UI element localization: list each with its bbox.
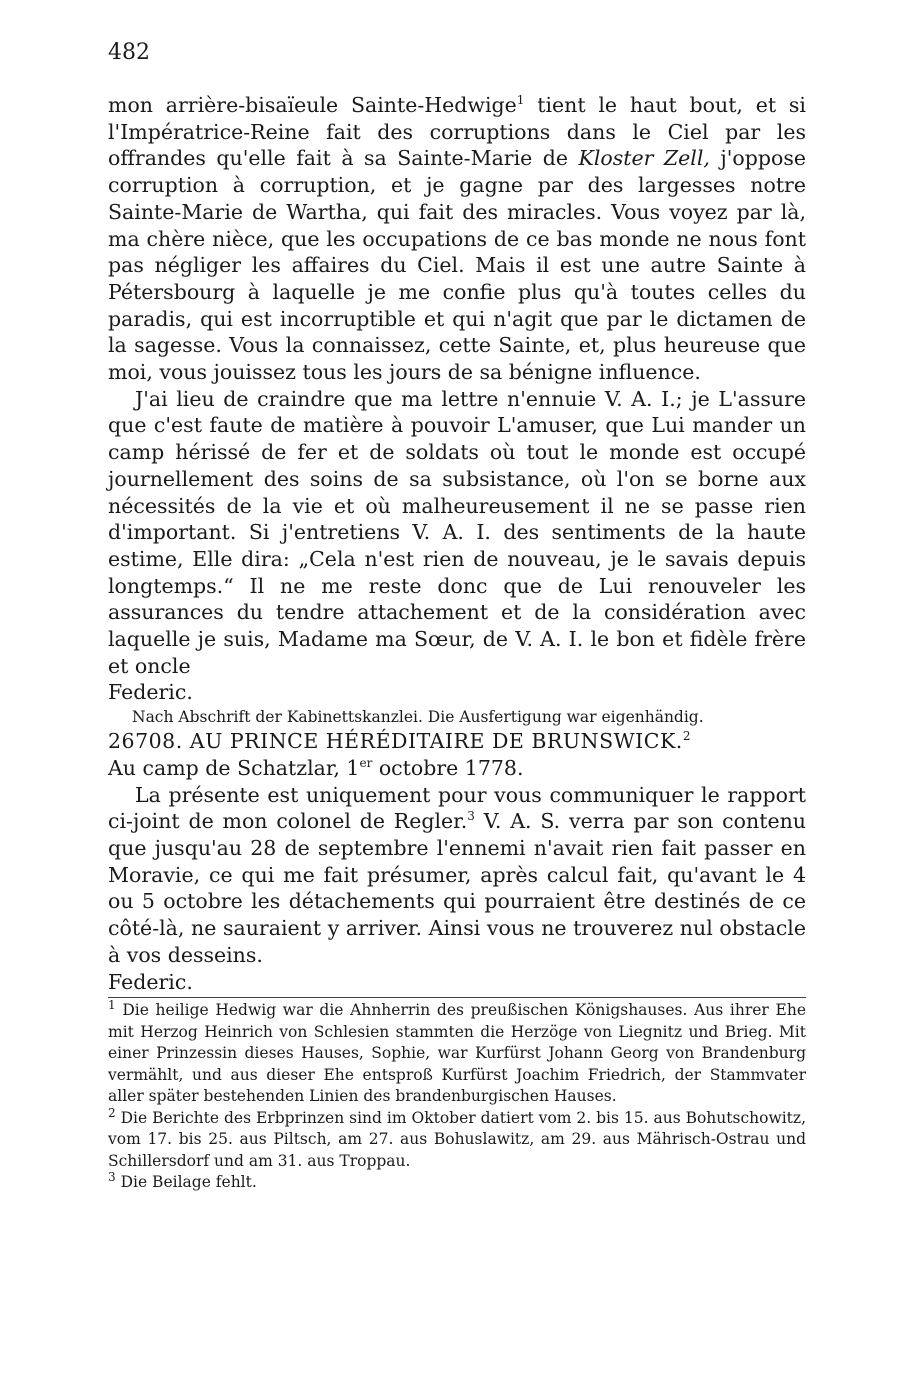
letter-heading [108,728,806,755]
page-number: 482 [108,40,150,65]
archival-note: Nach Abschrift der Kabinettskanzlei. Die Ausfertigung war eigenhändig. [132,708,704,727]
footnote-ref-2: 2 [682,729,691,744]
letter-paragraph-2: J'ai lieu de craindre que ma lettre n'ennuie V. A. I.; je L'assure que c'est faute de matière à pouvoir L'amuser, que Lui mander un camp hérissé de fer et de soldats où tout le monde est occupé journellement des soins de sa subsistance, où l'on se borne aux nécessités de la vie et où malheureusement il ne se passe rien d'important. Si j'entretiens V. A. I. des sentiments de la haute estime, Elle dira: „Cela n'est rien de nouveau, je le savais depuis longtemps.“ Il ne me reste donc que de Lui renouveler les assurances du tendre attachement et de la considération avec laquelle je suis, Madame ma Sœur, de V. A. I. le bon et fidèle frère et oncle [108,386,806,678]
footnote-2: $^2$ Die Berichte des Erbprinzen sind im Oktober datiert vom 2. bis 15. aus Bohutschowitz, vom 17. bis 25. aus Piltsch, am 27. aus Bohuslawitz, am 29. aus Mährisch-Ostrau und Schillersdorf und am 31. aus Troppau. [108,1105,806,1170]
letter-title: AU PRINCE HÉRÉDITAIRE DE BRUNSWICK. [189,729,683,754]
signature-1: Federic. [108,680,193,705]
footnote-ref-3: 3 [467,809,475,824]
dateline: Au camp de Schatzlar, 1er octobre 1778. [108,755,524,780]
text-body [108,92,806,1194]
letter-paragraph-1: mon arrière-bisaïeule Sainte-Hedwige$^1$ tient le haut bout, et si l'Impératrice-Reine fait des corruptions dans le Ciel par les offrandes qu'elle fait à sa Sainte-Marie de Kloster Zell, j'oppose corruption à corruption, et je gagne par des largesses notre Sainte-Marie de Wartha, qui fait des miracles. Vous voyez par là, ma chère nièce, que les occupations de ce bas monde ne nous font pas négliger les affaires du Ciel. Mais il est une autre Sainte à Pétersbourg à laquelle je me confie plus qu'à toutes celles du paradis, qui est incorruptible et qui n'agit que par le dictamen de la sagesse. Vous la connaissez, cette Sainte, et, plus heureuse que moi, vous jouissez tous les jours de sa bénigne influence. [108,93,807,385]
footnote-divider [108,997,806,998]
footnotes [108,1000,806,1194]
place-name-italic: Kloster Zell, [578,146,710,171]
letter2-paragraph: La présente est uniquement pour vous communiquer le rapport ci-joint de mon colonel de Regler.$^3$ V. A. S. verra par son contenu que jusqu'au 28 de septembre l'ennemi n'avait rien fait passer en Moravie, ce qui me fait présumer, après calcul fait, qu'avant le 4 ou 5 octobre les détachements qui pourraient être destinés de ce côté-là, ne sauraient y arriver. Ainsi vous ne trouverez nul obstacle à vos desseins. [108,782,806,967]
footnote-ref-1: 1 [516,93,525,108]
signature-2: Federic. [108,969,193,994]
footnote-3: $^3$ Die Beilage fehlt. [108,1170,257,1192]
letter-number: 26708. [108,729,183,754]
footnote-1: $^1$ Die heilige Hedwig war die Ahnherrin des preußischen Königshauses. Aus ihrer Ehe mit Herzog Heinrich von Schlesien stammten die Herzöge von Liegnitz und Brieg. Mit einer Prinzessin dieses Hauses, Sophie, war Kurfürst Johann Georg von Brandenburg vermählt, und aus dieser Ehe entsproß Kurfürst Joachim Friedrich, der Stammvater aller später bestehenden Linien des brandenburgischen Hauses. [108,998,806,1106]
